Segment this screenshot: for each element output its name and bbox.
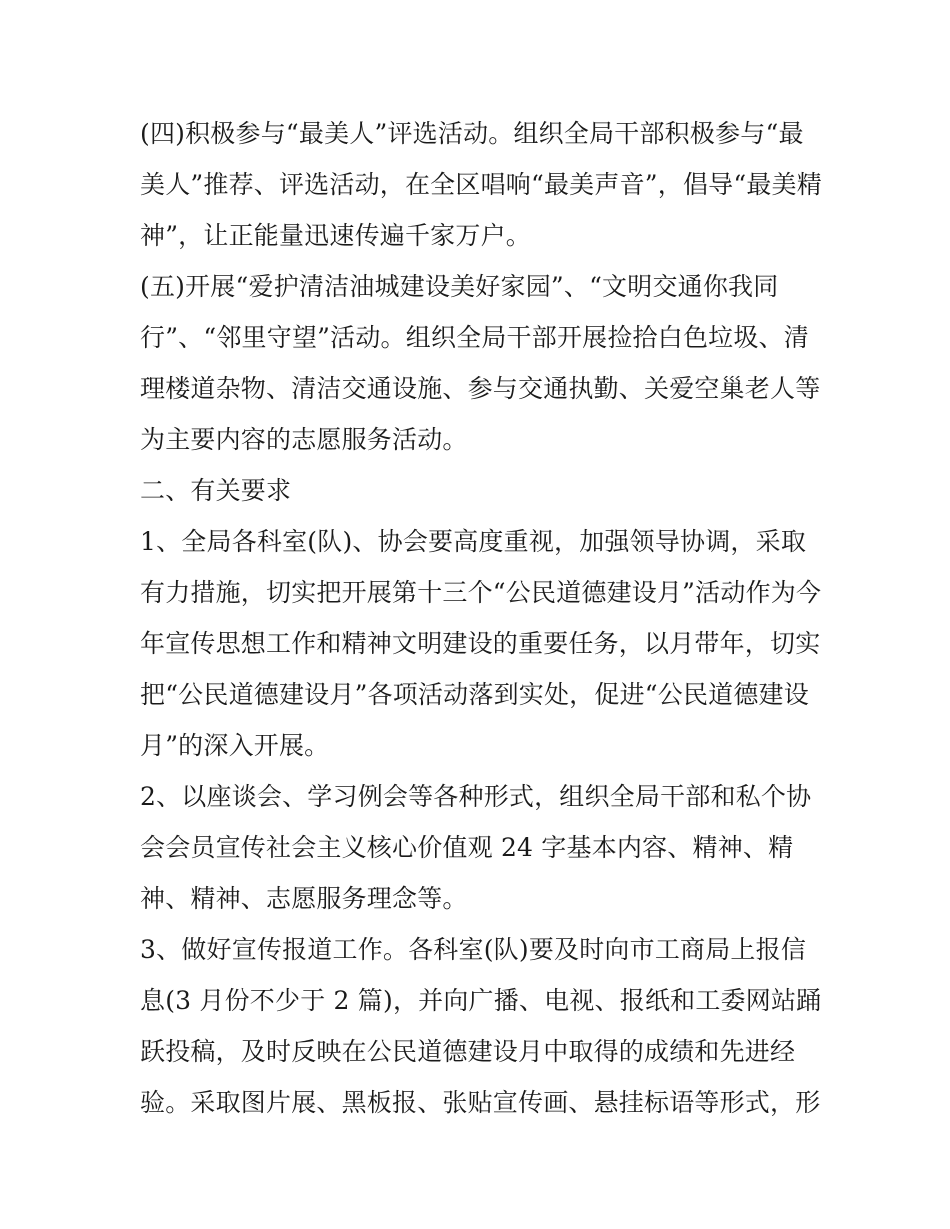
text-line: 行”、“邻里守望”活动。组织全局干部开展捡拾白色垃圾、清: [140, 323, 809, 352]
text-line: 把“公民道德建设月”各项活动落到实处，促进“公民道德建设: [140, 680, 809, 709]
text-line: 2、以座谈会、学习例会等各种形式，组织全局干部和私个协: [140, 782, 812, 811]
text-line: 3、做好宣传报道工作。各科室(队)要及时向市工商局上报信: [140, 935, 807, 964]
text-line: 神”，让正能量迅速传遍千家万户。: [140, 221, 531, 250]
text-line: 1、全局各科室(队)、协会要高度重视，加强领导协调，采取: [140, 527, 807, 556]
text-line: 跃投稿，及时反映在公民道德建设月中取得的成绩和先进经: [140, 1037, 796, 1066]
text-line: (五)开展“爱护清洁油城建设美好家园”、“文明交通你我同: [140, 272, 779, 301]
text-line: 验。采取图片展、黑板报、张贴宣传画、悬挂标语等形式，形: [140, 1088, 821, 1117]
text-line: 美人”推荐、评选活动，在全区唱响“最美声音”，倡导“最美精: [140, 170, 822, 199]
text-line: 有力措施，切实把开展第十三个“公民道德建设月”活动作为今: [140, 578, 822, 607]
text-line: 年宣传思想工作和精神文明建设的重要任务，以月带年，切实: [140, 629, 821, 658]
text-line: 息(3 月份不少于 2 篇)，并向广播、电视、报纸和工委网站踊: [140, 986, 822, 1015]
text-line: 会会员宣传社会主义核心价值观 24 字基本内容、精神、精: [140, 833, 794, 862]
text-line: 理楼道杂物、清洁交通设施、参与交通执勤、关爱空巢老人等: [140, 374, 821, 403]
section-heading: 二、有关要求: [140, 476, 292, 505]
text-line: 神、精神、志愿服务理念等。: [140, 884, 468, 913]
text-line: 月”的深入开展。: [140, 731, 330, 760]
text-line: (四)积极参与“最美人”评选活动。组织全局干部积极参与“最: [140, 119, 804, 148]
text-line: 为主要内容的志愿服务活动。: [140, 425, 468, 454]
document-body: [140, 108, 820, 1128]
